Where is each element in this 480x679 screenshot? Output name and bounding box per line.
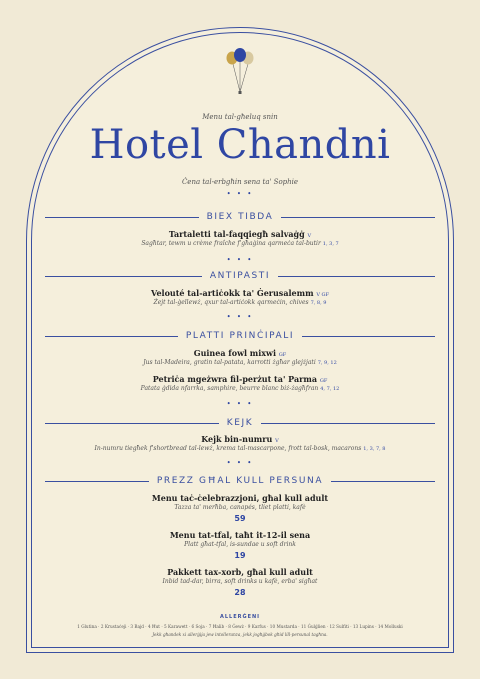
item-name: Guinea fowl mixwi GF [193,348,287,358]
section-title: PREZZ GĦAL KULL PERSUNA [156,476,324,486]
section-title: ANTIPASTI [209,271,271,281]
item-name: Petriċa mgeżwra fil-perżut ta' Parma GF [152,374,328,384]
divider-dots: • • • [226,459,254,467]
section-rule-left [45,423,219,424]
section-header-cake [45,417,435,429]
menu-tagline: Ċena tal-erbgħin sena ta' Sophie [181,178,299,186]
price-item [0,567,480,597]
menu-item [0,374,480,392]
diet-code: V [275,438,279,444]
section-rule-left [45,217,199,218]
allergen-numbers: 7, 9, 12 [317,360,337,366]
section-rule-left [45,481,149,482]
diet-code: GF [278,352,287,358]
section-title: KEJK [226,418,254,428]
item-description: Jus tal-Madeira, gratin tal-patata, karrotti żgħar glejżjati 7, 9, 12 [143,359,337,366]
menu-subtitle: Menu tal-għeluq snin [202,113,278,121]
divider-dots: • • • [226,190,254,198]
item-description: Platt għat-tfal, is-sundae u soft drink [184,541,296,548]
section-rule-right [302,336,435,337]
item-price: 28 [234,588,246,597]
item-description: Żejt tal-ġellewż, qxur tal-artiċokk qarmeċin, chives 7, 8, 9 [153,299,327,306]
item-name: Menu taċ-ċelebrazzjoni, għal kull adult [151,493,329,503]
allergen-numbers: 7, 8, 9 [310,300,327,306]
menu-item [0,348,480,366]
allergens-list: 1 Glutina · 2 Krustaċeji · 3 Bajd · 4 Ħut · 5 Karawett · 6 Soja · 7 Ħalib · 8 Ġewż · 9 Karfus · 10 Mustarda · 11 Ġulġlien · 12 Sulfiti · 13 Lupins · 14 Molluski [77,624,403,629]
item-name: Tartaletti tal-faqqiegħ salvaġġ V [168,229,312,239]
item-description: Sagħtar, tewm u crème fraîche f'għaġina qarmeċa tal-butir 1, 3, 7 [141,240,339,247]
divider-dots: • • • [226,256,254,264]
section-rule-right [281,217,435,218]
section-rule-right [261,423,435,424]
section-rule-left [45,276,202,277]
diet-code: GF [319,378,328,384]
price-item [0,493,480,523]
section-rule-right [278,276,435,277]
section-header-antipasti [45,270,435,282]
allergens-note: Jekk għandek xi allerġija jew intolleranza, jekk jogħġbok għid lill-persunal tagħna. [152,632,328,637]
section-title: PLATTI PRINĊIPALI [185,331,295,341]
diet-code: V [307,233,312,239]
diet-code: V GF [316,292,330,298]
section-rule-right [331,481,435,482]
allergen-numbers: 1, 3, 7 [322,241,339,247]
allergen-numbers: 1, 3, 7, 8 [363,446,386,452]
menu-item [0,434,480,452]
item-description: In-numru tiegħek f'shortbread tal-lewż, krema tal-mascarpone, frott tal-bosk, macarons 1, 3, 7, 8 [94,445,386,452]
item-price: 19 [234,551,246,560]
item-price: 59 [234,514,246,523]
allergens-heading: ALLERĠENI [219,614,261,620]
divider-dots: • • • [226,400,254,408]
item-name: Kejk bin-numru V [201,434,279,444]
item-description: Patata ġdida nfarrka, samphire, beurre blanc biż-żagħfran 4, 7, 12 [140,385,340,392]
section-header-prices [45,475,435,487]
balloons-icon [224,48,256,100]
item-description: Tazza ta' merħba, canapés, tliet platti, kafè [174,504,306,511]
section-header-starters [45,211,435,223]
item-description: Inbid tad-dar, birra, soft drinks u kafè, erba' sigħat [162,578,318,585]
section-title: BIEX TIBDA [206,212,274,222]
price-item [0,530,480,560]
item-name: Menu tat-tfal, taħt it-12-il sena [169,530,311,540]
menu-item [0,288,480,306]
section-header-mains [45,330,435,342]
item-name: Pakkett tax-xorb, għal kull adult [167,567,313,577]
page-title: Hotel Chandni [89,122,391,168]
allergen-numbers: 4, 7, 12 [320,386,340,392]
menu-item [0,229,480,247]
item-name: Velouté tal-artiċokk ta' Ġerusalemm V GF [150,288,330,298]
section-rule-left [45,336,178,337]
divider-dots: • • • [226,313,254,321]
